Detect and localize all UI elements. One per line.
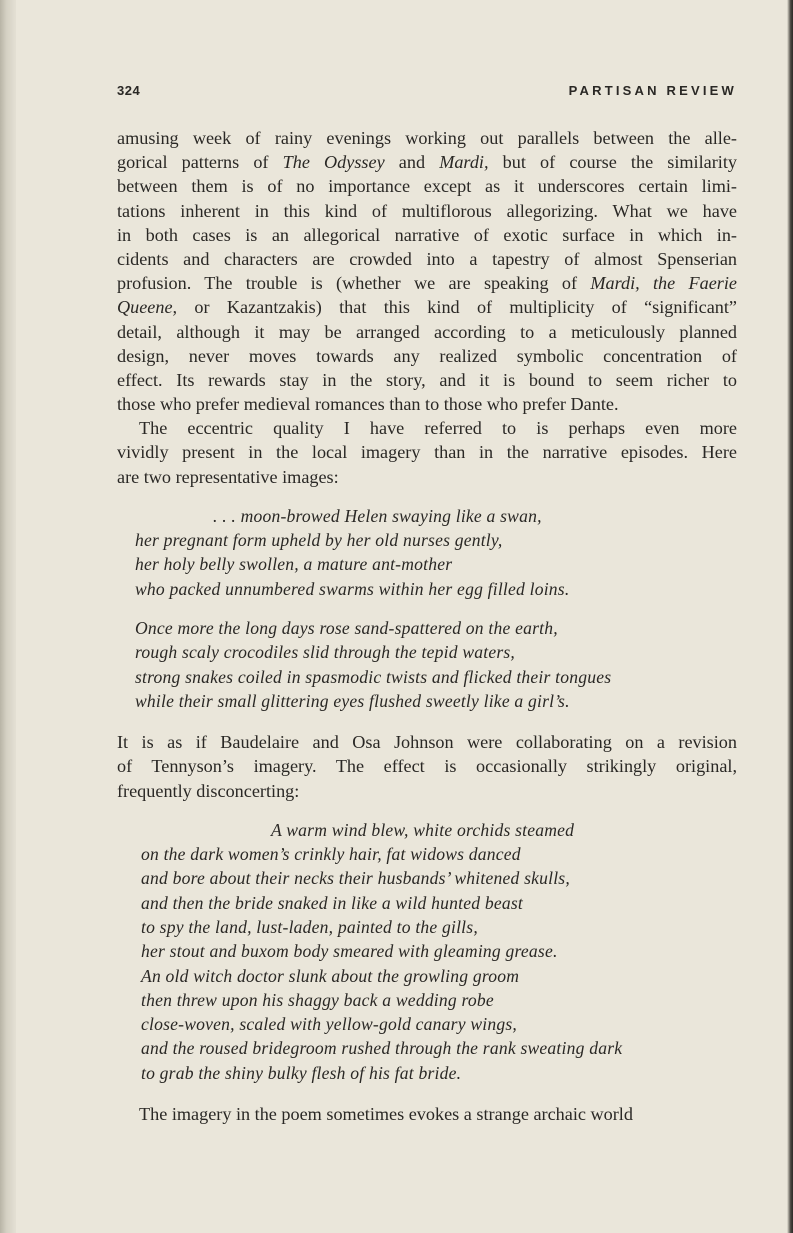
text-line: The imagery in the poem sometimes evokes a strange archaic world	[139, 1104, 633, 1125]
text-line: vividly present in the local imagery than in the narrative episodes. Here	[117, 442, 737, 463]
verse-line: to spy the land, lust-laden, painted to the gills,	[141, 916, 478, 937]
text-line-part: but of course the similarity	[488, 152, 737, 173]
text-line-part: gorical patterns of	[117, 152, 283, 173]
text-line: are two representative images:	[117, 466, 339, 487]
text-line	[117, 150, 737, 174]
text-line	[117, 271, 737, 295]
verse-line: and then the bride snaked in like a wild hunted beast	[141, 892, 523, 913]
text-line: effect. Its rewards stay in the story, and it is bound to seem richer to	[117, 369, 737, 390]
verse-quote-1-stanza-2	[117, 616, 737, 713]
text-line: frequently disconcerting:	[117, 780, 300, 801]
title-queene: Queene,	[117, 297, 178, 318]
text-line	[117, 295, 737, 319]
verse-line: her pregnant form upheld by her old nurses gently,	[135, 530, 503, 551]
verse-line: then threw upon his shaggy back a wedding robe	[141, 989, 494, 1010]
verse-line: A warm wind blew, white orchids steamed	[271, 819, 575, 840]
verse-line: and bore about their necks their husbands’ whitened skulls,	[141, 868, 570, 889]
paragraph-1	[117, 126, 737, 416]
verse-line: strong snakes coiled in spasmodic twists and flicked their tongues	[135, 666, 612, 687]
book-spine-shadow	[0, 0, 16, 1233]
text-line-part: profusion. The trouble is (whether we are speaking of	[117, 273, 591, 294]
text-line: between them is of no importance except as it underscores certain limi-	[117, 176, 737, 197]
text-line: The eccentric quality I have referred to is perhaps even more	[139, 418, 737, 439]
running-head: PARTISAN REVIEW	[568, 83, 737, 98]
verse-quote-2	[117, 818, 737, 1085]
verse-line: who packed unnumbered swarms within her egg filled loins.	[135, 578, 570, 599]
paragraph-2	[117, 416, 737, 489]
paragraph-4	[117, 1102, 737, 1126]
text-line: of Tennyson’s imagery. The effect is occasionally strikingly original,	[117, 756, 737, 777]
text-line: It is as if Baudelaire and Osa Johnson were collaborating on a revision	[117, 732, 737, 753]
page-number: 324	[117, 83, 141, 98]
title-mardi-faerie: Mardi, the Faerie	[590, 273, 737, 294]
verse-line: her stout and buxom body smeared with gleaming grease.	[141, 941, 558, 962]
text-line: tations inherent in this kind of multiflorous allegorizing. What we have	[117, 200, 737, 221]
text-line-part: or Kazantzakis) that this kind of multiplicity of “significant”	[177, 297, 737, 318]
text-line: cidents and characters are crowded into a tapestry of almost Spenserian	[117, 248, 737, 269]
text-line: in both cases is an allegorical narrative of exotic surface in which in-	[117, 224, 737, 245]
verse-line: . . . moon-browed Helen swaying like a swan,	[213, 505, 542, 526]
text-line: design, never moves towards any realized symbolic concentration of	[117, 345, 737, 366]
text-line: detail, although it may be arranged according to a meticulously planned	[117, 321, 737, 342]
page-header	[117, 83, 737, 105]
text-line-part: and	[384, 152, 440, 173]
paragraph-3	[117, 730, 737, 803]
verse-line: rough scaly crocodiles slid through the tepid waters,	[135, 642, 516, 663]
verse-quote-1-stanza-1	[117, 504, 737, 601]
verse-line: on the dark women’s crinkly hair, fat widows danced	[141, 844, 521, 865]
title-mardi: Mardi,	[439, 152, 489, 173]
page-body	[117, 126, 737, 1126]
verse-line: her holy belly swollen, a mature ant-mother	[135, 554, 453, 575]
page-edge-shadow	[787, 0, 793, 1233]
verse-line: to grab the shiny bulky flesh of his fat bride.	[141, 1062, 462, 1083]
verse-line: and the roused bridegroom rushed through the rank sweating dark	[141, 1038, 623, 1059]
verse-line: Once more the long days rose sand-spattered on the earth,	[135, 618, 558, 638]
title-odyssey: The Odyssey	[282, 152, 385, 173]
text-line: those who prefer medieval romances than to those who prefer Dante.	[117, 394, 619, 415]
text-line: amusing week of rainy evenings working out parallels between the alle-	[117, 128, 737, 148]
verse-line: An old witch doctor slunk about the growling groom	[141, 965, 520, 986]
verse-line: while their small glittering eyes flushed sweetly like a girl’s.	[135, 690, 570, 711]
verse-line: close-woven, scaled with yellow-gold canary wings,	[141, 1014, 517, 1035]
